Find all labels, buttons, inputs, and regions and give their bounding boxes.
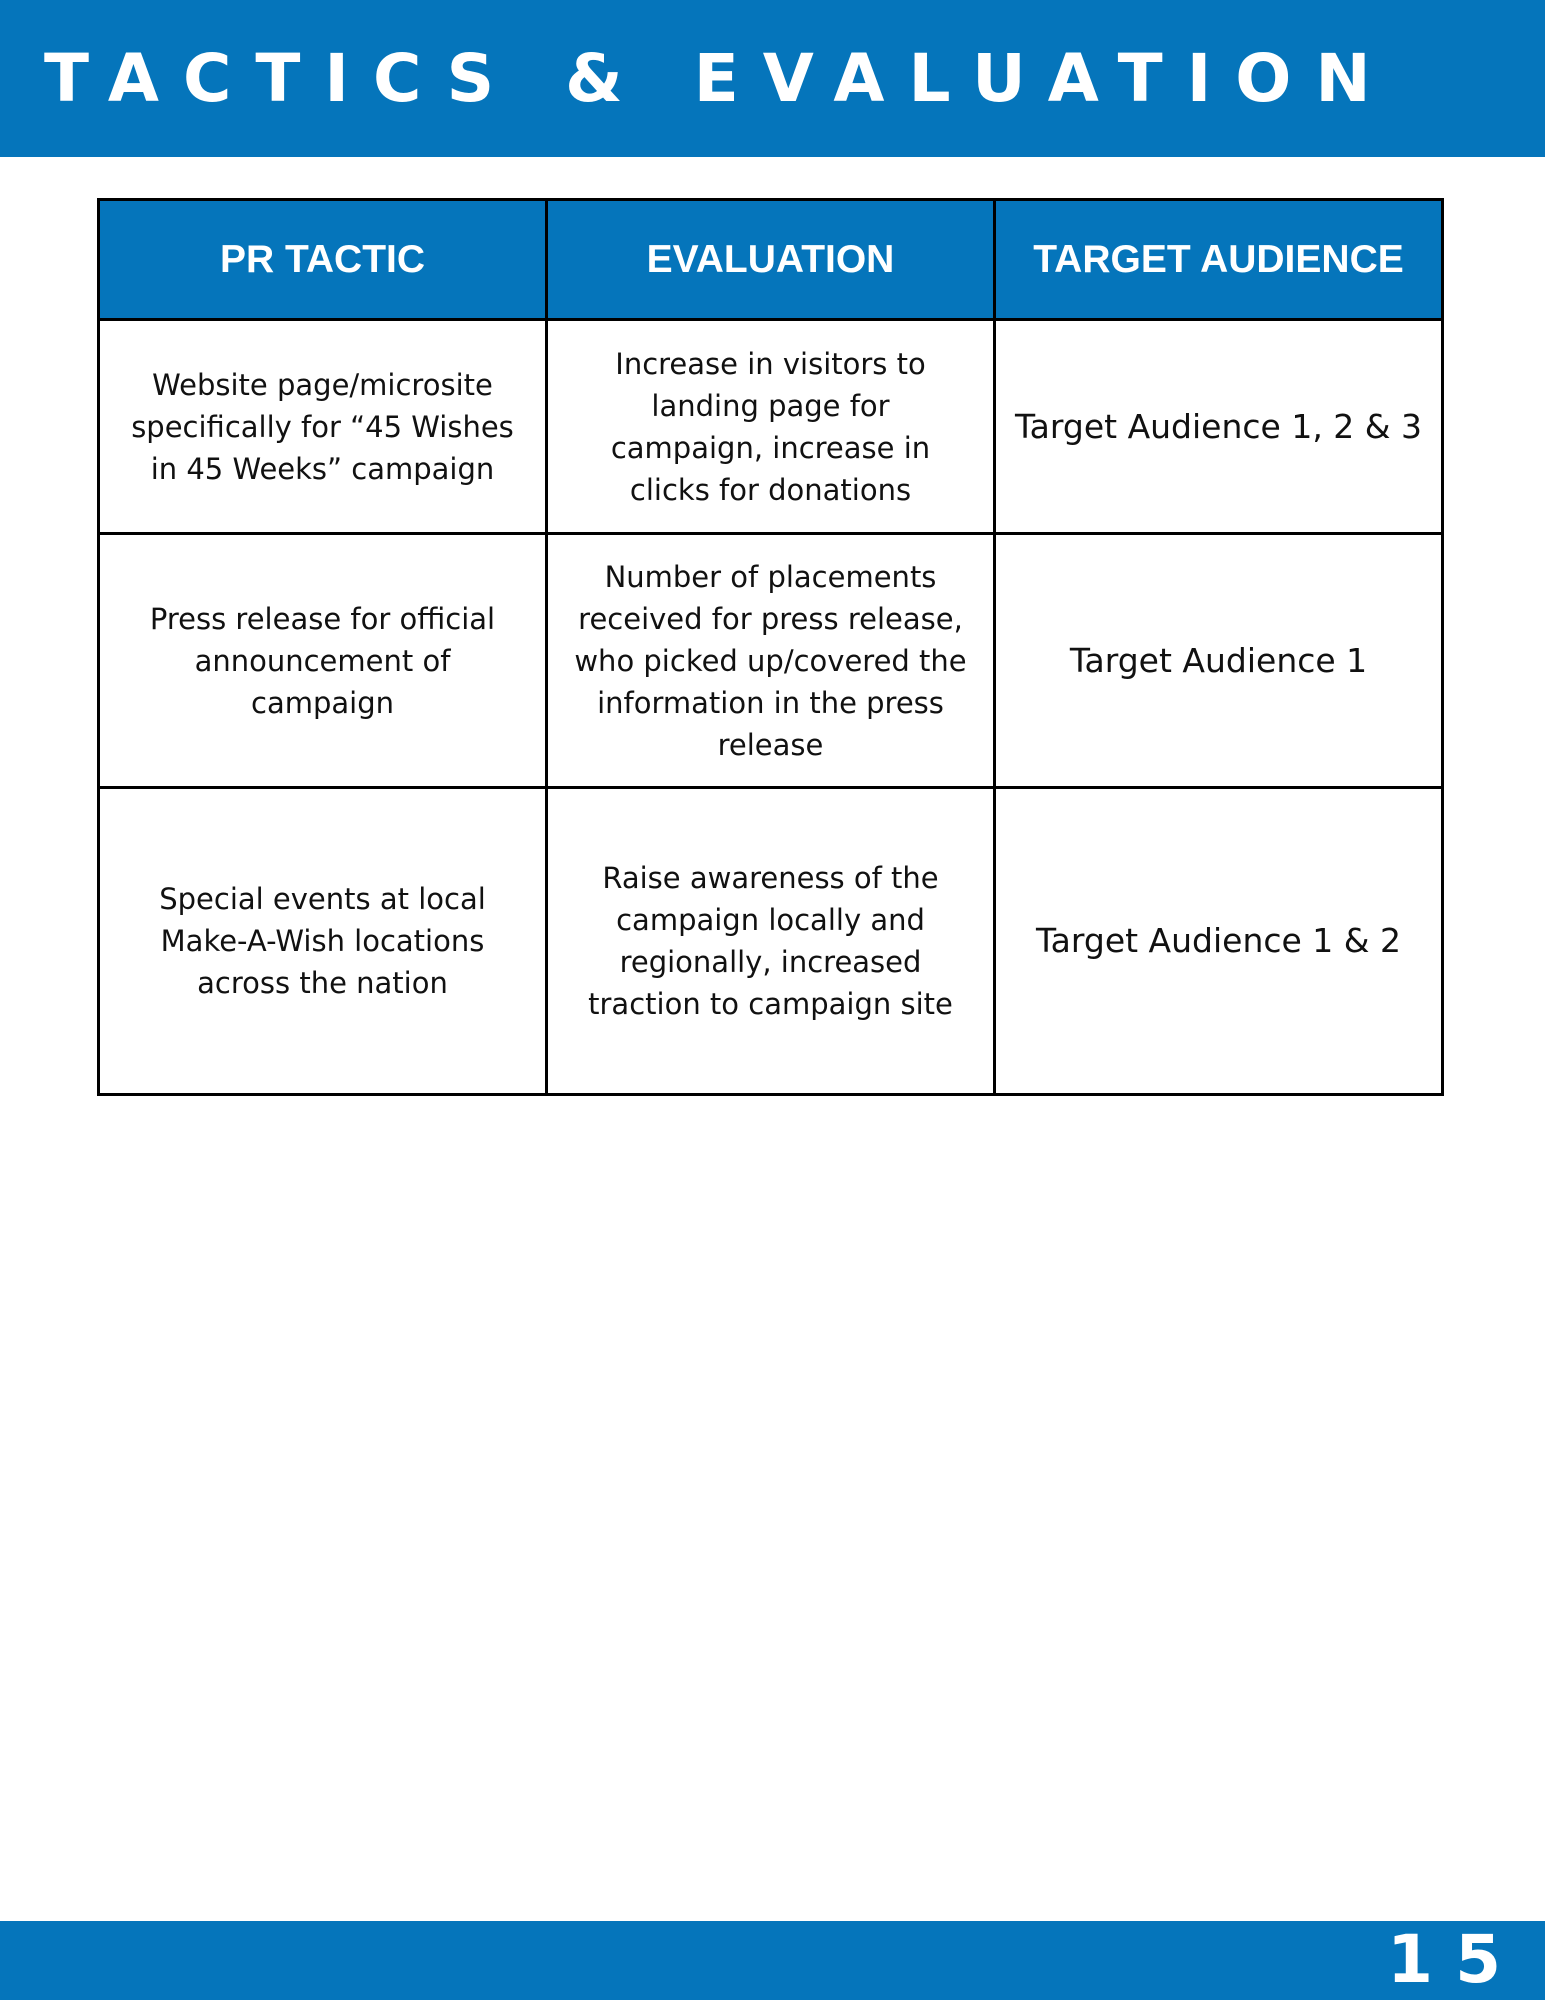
table-row — [99, 788, 1443, 1095]
tactic-cell: Press release for official announcement of campaign — [99, 534, 547, 788]
page-title: TACTICS & EVALUATION — [44, 40, 1395, 117]
audience-cell: Target Audience 1, 2 & 3 — [995, 320, 1443, 534]
table-row — [99, 320, 1443, 534]
evaluation-cell: Raise awareness of the campaign locally and regionally, increased traction to campaign site — [547, 788, 995, 1095]
column-header-target-audience: TARGET AUDIENCE — [995, 200, 1443, 320]
evaluation-cell: Increase in visitors to landing page for campaign, increase in clicks for donations — [547, 320, 995, 534]
tactic-cell: Special events at local Make-A-Wish locations across the nation — [99, 788, 547, 1095]
table-header-row — [99, 200, 1443, 320]
column-header-evaluation: EVALUATION — [547, 200, 995, 320]
tactics-evaluation-table — [97, 198, 1444, 1096]
audience-cell: Target Audience 1 — [995, 534, 1443, 788]
footer-bar — [0, 1921, 1545, 2000]
page-number: 15 — [1387, 1921, 1523, 1998]
header-bar — [0, 0, 1545, 157]
audience-cell: Target Audience 1 & 2 — [995, 788, 1443, 1095]
tactics-table-container — [97, 198, 1441, 1096]
table-row — [99, 534, 1443, 788]
evaluation-cell: Number of placements received for press release, who picked up/covered the information in the press release — [547, 534, 995, 788]
column-header-pr-tactic: PR TACTIC — [99, 200, 547, 320]
tactic-cell: Website page/microsite specifically for “45 Wishes in 45 Weeks” campaign — [99, 320, 547, 534]
